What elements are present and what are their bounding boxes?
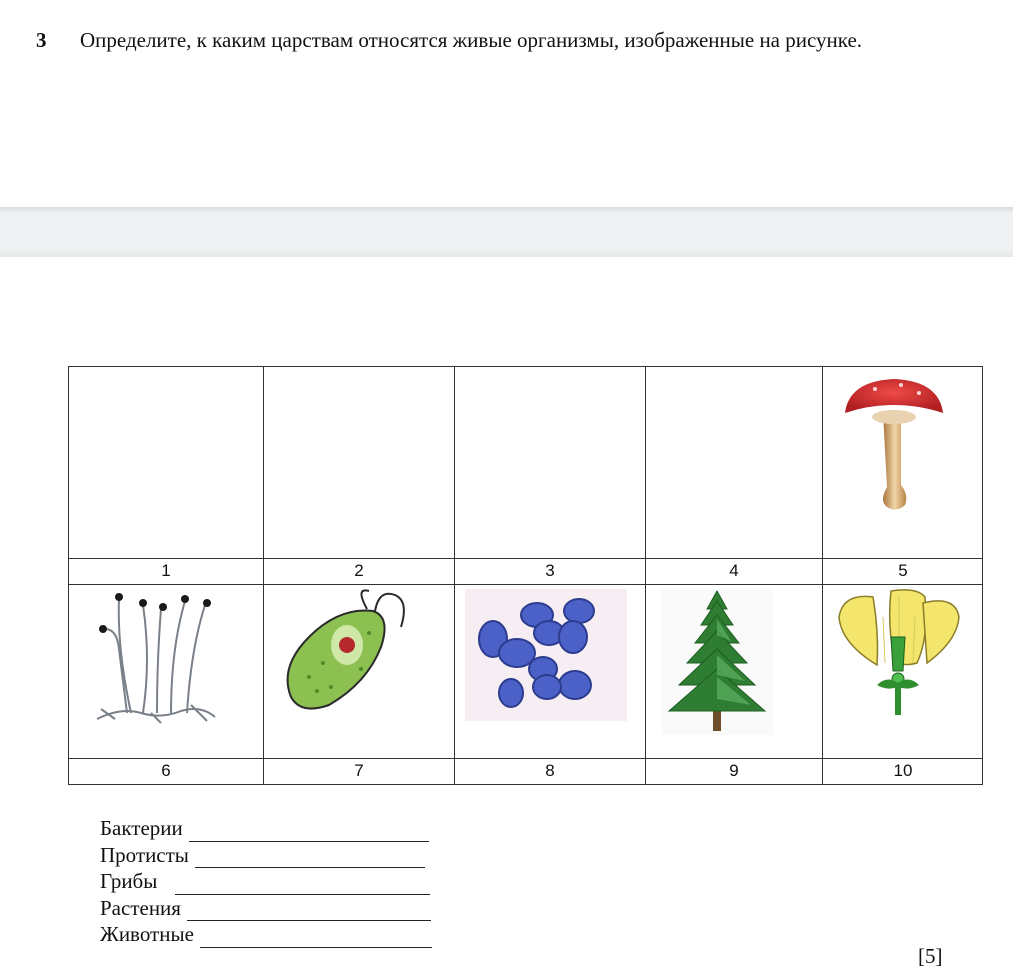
flower-icon: [833, 587, 963, 719]
cell-number: 5: [898, 561, 908, 580]
spruce-tree-icon: [661, 589, 773, 735]
cell-number: 9: [729, 761, 739, 780]
answer-blank-line[interactable]: [187, 900, 431, 921]
euglena-icon: [279, 587, 419, 717]
bacteria-icon: [465, 589, 627, 721]
cell-number: 8: [545, 761, 555, 780]
answer-row: [100, 895, 432, 922]
cell-number: 1: [161, 561, 171, 580]
cell-number: 6: [161, 761, 171, 780]
answer-label: Животные: [100, 922, 194, 946]
answer-label: Протисты: [100, 842, 189, 867]
answer-row: [100, 868, 432, 895]
cell-number: 4: [729, 561, 739, 580]
answer-label: Бактерии: [100, 816, 183, 840]
score-mark: [5]: [918, 944, 943, 968]
cell-number: 2: [354, 561, 364, 580]
answer-blank-line[interactable]: [195, 847, 425, 868]
question-text: Определите, к каким царствам относятся живые организмы, изображенные на рисунке.: [80, 28, 863, 52]
page-separator-band: [0, 207, 1013, 257]
answer-list: [100, 815, 432, 948]
answer-row: [100, 842, 432, 869]
answer-blank-line[interactable]: [175, 874, 430, 895]
answer-blank-line[interactable]: [200, 927, 432, 948]
answer-label: Грибы: [100, 869, 158, 893]
answer-row: [100, 815, 432, 842]
organisms-table: [68, 366, 983, 785]
cell-number: 3: [545, 561, 555, 580]
question-number: 3: [36, 28, 47, 52]
cell-number: 10: [893, 761, 913, 780]
mold-fungus-icon: [91, 589, 221, 729]
answer-label: Растения: [100, 895, 181, 920]
answer-blank-line[interactable]: [189, 821, 429, 842]
answer-row: [100, 921, 432, 948]
mushroom-icon: [839, 375, 949, 515]
cell-number: 7: [354, 761, 364, 780]
